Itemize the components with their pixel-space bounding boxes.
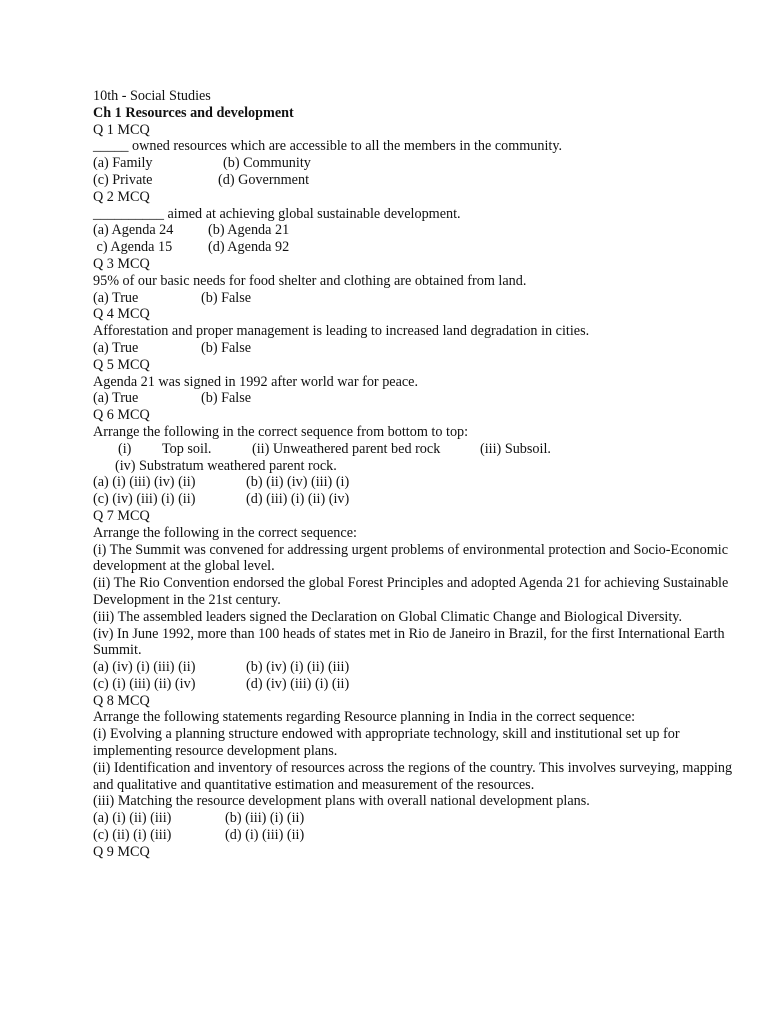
q6-item-iii: (iii) Subsoil. [480,440,551,457]
q2-option-c: c) Agenda 15 [93,239,173,256]
q2-options-row1 [93,222,733,239]
q6-option-d: (d) (iii) (i) (ii) (iv) [246,491,350,508]
q8-statement-ii: (ii) Identification and inventory of resources across the regions of the country. This involves surveying, mapping and qualitative and quantitative estimation and measurement of the resources. [93,759,733,793]
q1-options-row1 [93,155,733,172]
subject-line: 10th - Social Studies [93,88,211,104]
q3-label: Q 3 MCQ [93,255,150,272]
worksheet-page [93,88,733,861]
q1-option-b: (b) Community [223,155,311,172]
q6-label: Q 6 MCQ [93,407,150,424]
q4-label: Q 4 MCQ [93,306,150,323]
q7-options-row1 [93,659,733,676]
q5-option-b: (b) False [201,390,252,407]
q2-option-a: (a) Agenda 24 [93,222,174,239]
q5-options [93,390,733,407]
q3-text: 95% of our basic needs for food shelter and clothing are obtained from land. [93,272,527,289]
q1-label: Q 1 MCQ [93,121,150,138]
q5-label: Q 5 MCQ [93,356,150,373]
q4-text: Afforestation and proper management is leading to increased land degradation in cities. [93,323,590,340]
q7-options-row2 [93,676,733,693]
chapter-title: Ch 1 Resources and development [93,104,294,121]
q3-option-a: (a) True [93,289,139,306]
q8-text: Arrange the following statements regarding Resource planning in India in the correct sequence: [93,709,636,726]
q8-label: Q 8 MCQ [93,692,150,709]
q4-option-b: (b) False [201,339,252,356]
q1-option-d: (d) Government [218,171,310,188]
q4-options [93,340,733,357]
q6-options-row2 [93,491,733,508]
q7-statement-i: (i) The Summit was convened for addressing urgent problems of environmental protection and Socio-Economic development at the global level. [93,541,729,575]
q7-statement-ii: (ii) The Rio Convention endorsed the global Forest Principles and adopted Agenda 21 for achieving Sustainable Development in the 21st century. [93,575,729,608]
q1-option-a: (a) Family [93,155,153,172]
q3-option-b: (b) False [201,289,252,306]
q8-option-d: (d) (i) (iii) (ii) [225,827,305,844]
q3-options [93,290,733,307]
q6-items-row1 [93,441,733,458]
q8-option-a: (a) (i) (ii) (iii) [93,810,172,827]
q2-options-row2 [93,239,733,256]
q8-statement-i: (i) Evolving a planning structure endowed with appropriate technology, skill and institutional set up for implementing resource development plans. [93,726,680,760]
q2-label: Q 2 MCQ [93,188,150,205]
q9-label: Q 9 MCQ [93,843,150,860]
q6-item-i-number: (i) [118,440,132,457]
q6-item-i-text: Top soil. [162,440,212,457]
q2-option-d: (d) Agenda 92 [208,239,290,256]
q8-option-c: (c) (ii) (i) (iii) [93,827,172,844]
q7-option-b: (b) (iv) (i) (ii) (iii) [246,659,350,676]
q1-option-c: (c) Private [93,171,153,188]
q6-option-b: (b) (ii) (iv) (iii) (i) [246,474,350,491]
q6-item-iv: (iv) Substratum weathered parent rock. [115,457,337,474]
q8-statement-iii: (iii) Matching the resource development plans with overall national development plans. [93,793,590,810]
q7-statement-iii: (iii) The assembled leaders signed the Declaration on Global Climatic Change and Biological Diversity. [93,608,683,625]
q1-text: _____ owned resources which are accessible to all the members in the community. [93,138,563,155]
q6-options-row1 [93,474,733,491]
q5-text: Agenda 21 was signed in 1992 after world war for peace. [93,373,419,390]
q7-option-c: (c) (i) (iii) (ii) (iv) [93,675,196,692]
q5-option-a: (a) True [93,390,139,407]
q6-item-ii: (ii) Unweathered parent bed rock [252,440,441,457]
q2-option-b: (b) Agenda 21 [208,222,290,239]
q7-option-a: (a) (iv) (i) (iii) (ii) [93,659,196,676]
q6-text: Arrange the following in the correct sequence from bottom to top: [93,423,469,440]
q6-option-a: (a) (i) (iii) (iv) (ii) [93,474,196,491]
q7-option-d: (d) (iv) (iii) (i) (ii) [246,675,350,692]
q7-label: Q 7 MCQ [93,507,150,524]
q8-option-b: (b) (iii) (i) (ii) [225,810,305,827]
q2-text: __________ aimed at achieving global sustainable development. [93,205,461,222]
q7-statement-iv: (iv) In June 1992, more than 100 heads of states met in Rio de Janeiro in Brazil, for the first International Earth Summit. [93,625,725,659]
q8-options-row2 [93,827,733,844]
q8-options-row1 [93,810,733,827]
q1-options-row2 [93,172,733,189]
q4-option-a: (a) True [93,339,139,356]
q7-text: Arrange the following in the correct sequence: [93,524,357,541]
q6-option-c: (c) (iv) (iii) (i) (ii) [93,491,196,508]
